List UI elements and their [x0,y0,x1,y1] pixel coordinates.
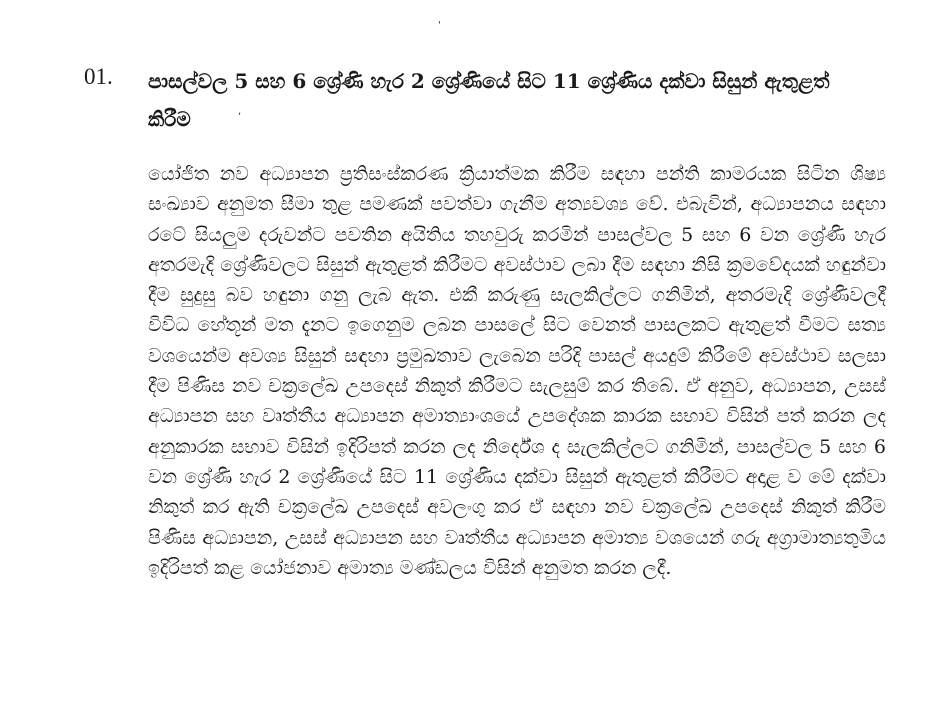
item-number: 01. [84,64,113,89]
item-heading: පාසල්වල 5 සහ 6 ශ්‍රේණි හැර 2 ශ්‍රේණියේ සිට 11 ශ්‍රේණිය දක්වා සිසුන් ඇතුළත් කිරීම [148,69,830,131]
body-paragraph: යෝජිත නව අධ්‍යාපන ප්‍රතිසංස්කරණ ක්‍රියාත්මක කිරීම සඳහා පන්ති කාමරයක සිටින ශිෂ්‍ය සංඛ්‍යාව අනුමත සීමා තුළ පමණක් පවත්වා ගැනීම අත්‍යවශ්‍ය වේ. එබැවින්, අධ්‍යාපනය සඳහා රටේ සියලුම දරුවන්ට පවතින අයිතිය තහවුරු කරමින් පාසල්වල 5 සහ 6 වන ශ්‍රේණි හැර අතරමැදි ශ්‍රේණිවලට සිසුන් ඇතුළත් කිරීමට අවස්ථාව ලබා දීම සඳහා නිසි ක්‍රමවේදයක් හඳුන්වා දීම සුදුසු බව හඳුනා ගනු ලැබ ඇත. එකී කරුණු සැලකිල්ලට ගනිමින්, අතරමැදි ශ්‍රේණිවලදී විවිධ හේතූන් මත දැනට ඉගෙනුම ලබන පාසලේ සිට වෙනත් පාසලකට ඇතුළත් වීමට සත්‍ය වශයෙන්ම අවශ්‍ය සිසුන් සඳහා ප්‍රමුඛතාව ලැබෙන පරිදි පාසල් අයදුම් කිරීමේ අවස්ථාව සලසා දීම පිණිස නව චක්‍රලේඛ උපදෙස් නිකුත් කිරීමට සැලසුම් කර තිබේ. ඒ අනුව, අධ්‍යාපන, උසස් අධ්‍යාපන සහ වෘත්තීය අධ්‍යාපන අමාත්‍යාංශයේ උපදේශක කාරක සභාව විසින් පත් කරන ලද අනුකාරක සභාව විසින් ඉදිරිපත් කරන ලද නිර්දේශ ද සැලකිල්ලට ගනිමින්, පාසල්වල 5 සහ 6 වන ශ්‍රේණි හැර 2 ශ්‍රේණියේ සිට 11 ශ්‍රේණිය දක්වා සිසුන් ඇතුළත් කිරීමට අදාළ ව මේ දක්වා නිකුත් කර ඇති චක්‍රලේඛ උපදෙස් අවලංගු කර ඒ සඳහා නව චක්‍රලේඛ උපදෙස් නිකුත් කිරීම පිණිස අධ්‍යාපන, උසස් අධ්‍යාපන සහ වෘත්තීය අධ්‍යාපන අමාත්‍ය වශයෙන් ගරු අග්‍රාමාත්‍යතුමිය ඉදිරිපත් කළ යෝජනාව අමාත්‍ය මණ්ඩලය විසින් අනුමත කරන ලදී. [148,163,886,579]
scan-artifact-mark: ' [438,20,441,31]
scan-artifact-comma: , [238,106,242,117]
